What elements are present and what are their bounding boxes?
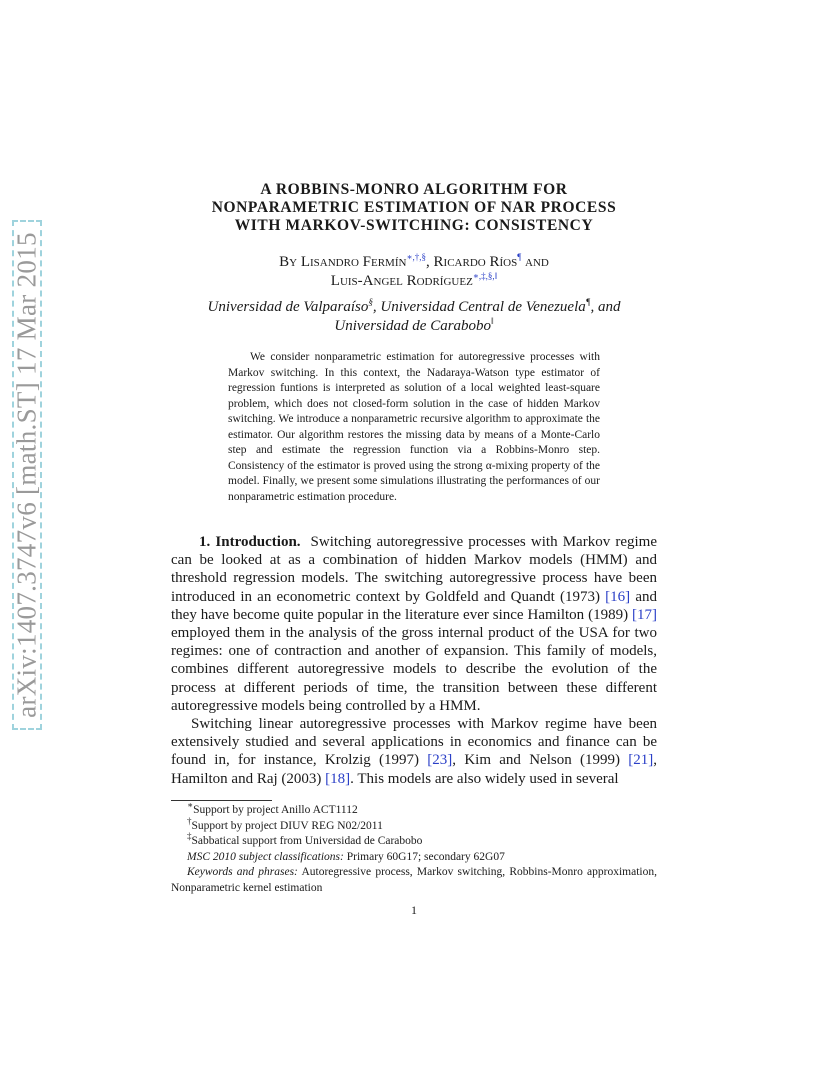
intro-p2-text-c: , Hamilton and Raj (2003)	[171, 752, 658, 787]
intro-p1-text-b: and they have become quite popular in the literature ever since Hamilton (1989)	[171, 588, 657, 623]
author-rodriguez: Luis-Angel Rodríguez	[330, 273, 473, 289]
footnote-1-mark: ∗	[187, 800, 194, 811]
intro-p2-text-d: . This models are also widely used in several	[350, 770, 619, 787]
affiliation-valparaiso-mark: §	[368, 297, 373, 307]
footnote-1	[171, 800, 657, 819]
affiliation-line-1	[0, 298, 828, 317]
footnote-3-text: Sabbatical support from Universidad de Carabobo	[191, 835, 423, 847]
msc-label: MSC 2010 subject classifications:	[187, 850, 344, 863]
msc-text: Primary 60G17; secondary 62G07	[343, 850, 505, 863]
author-separator: ,	[426, 254, 434, 270]
author-rios: Ricardo Ríos	[433, 254, 518, 270]
affiliation-valparaiso: Universidad de Valparaíso	[207, 299, 369, 315]
keywords	[171, 865, 657, 896]
page-number: 1	[411, 903, 417, 917]
citation-16[interactable]: [16]	[605, 588, 631, 605]
author-list	[0, 253, 828, 291]
citation-18[interactable]: [18]	[325, 770, 351, 787]
footnote-1-text: Support by project Anillo ACT1112	[193, 804, 358, 816]
paper-title	[0, 181, 828, 235]
intro-p1-text-a: Switching autoregressive processes with Markov regime can be looked at as a combination of hidden Markov models (HMM) and threshold regression models. The switching autoregressive process have been introduced in an econometric context by Goldfeld and Quandt (1973)	[171, 534, 657, 605]
footnote-2	[171, 815, 657, 835]
affiliation-ucv-mark: ¶	[585, 297, 591, 307]
intro-p2-text-a: Switching linear autoregressive processes with Markov regime have been extensively studied and several applications in economics and finance can be found in, for instance, Krolzig (1997)	[171, 716, 657, 769]
affiliation-and: , and	[590, 299, 621, 315]
introduction-section	[171, 533, 657, 788]
section-heading: 1. Introduction.	[199, 534, 301, 550]
footnote-2-mark: †	[187, 815, 192, 826]
intro-p2-text-b: , Kim and Nelson (1999)	[452, 752, 629, 769]
author-line-2	[0, 272, 828, 291]
author-and: and	[521, 254, 549, 270]
affiliation-line-2	[0, 317, 828, 336]
affiliation-separator: ,	[372, 299, 381, 315]
footnote-2-text: Support by project DIUV REG N02/2011	[191, 819, 383, 832]
citation-23[interactable]: [23]	[427, 752, 453, 769]
title-line-2: NONPARAMETRIC ESTIMATION OF NAR PROCESS	[211, 199, 617, 216]
author-line-1	[0, 253, 828, 272]
author-fermin: Lisandro Fermín	[300, 254, 407, 270]
author-rios-marks[interactable]: ¶	[517, 252, 522, 262]
abstract-text: We consider nonparametric estimation for autoregressive processes with Markov switching. In this context, the Nadaraya-Watson type estimator of regression funtions is interpreted as solution of a local weighted least-square problem, which does not closed-form solution in the case of hidden Markov switching. We introduce a nonparametric recursive algorithm to approximate the estimator. Our algorithm restores the missing data by means of a Monte-Carlo step and estimate the regression function via a Robbins-Monro step. Consistency of the estimator is proved using the strong α-mixing property of the model. Finally, we present some simulations illustrating the performances of our nonparametric estimation procedure.	[228, 351, 600, 503]
title-line-1: A ROBBINS-MONRO ALGORITHM FOR	[260, 181, 568, 198]
msc-classification	[171, 850, 657, 866]
footnote-3-mark: ‡	[187, 831, 192, 842]
citation-17[interactable]: [17]	[632, 606, 657, 623]
keywords-label: Keywords and phrases:	[187, 866, 298, 878]
footnotes	[171, 800, 657, 896]
intro-paragraph-2	[171, 715, 657, 788]
arxiv-identifier[interactable]: arXiv:1407.3747v6 [math.ST] 17 Mar 2015	[11, 232, 42, 718]
affiliations	[0, 298, 828, 336]
author-fermin-marks[interactable]: ∗,†,§	[406, 252, 427, 262]
keywords-text: Autoregressive process, Markov switching, Robbins-Monro approximation, Nonparametric kernel estimation	[171, 866, 657, 894]
affiliation-ucv: Universidad Central de Venezuela	[380, 299, 586, 315]
arxiv-sidebar	[4, 220, 48, 730]
intro-paragraph-1	[171, 533, 657, 715]
by-label: By	[279, 254, 298, 270]
footnote-3	[171, 831, 657, 850]
abstract	[228, 350, 600, 505]
affiliation-carabobo: Universidad de Carabobo	[334, 318, 492, 334]
intro-p1-text-c: employed them in the analysis of the gross internal product of the USA for two regimes: one of contraction and another of expansion. This family of models, combines different autoregressive models to describe the evolution of the process at different periods of time, the transition between these different autoregressive models being controlled by a HMM.	[171, 625, 657, 714]
citation-21[interactable]: [21]	[628, 752, 654, 769]
affiliation-carabobo-mark: ‖	[491, 316, 494, 326]
author-rodriguez-marks[interactable]: ∗,‡,§,‖	[472, 271, 498, 281]
title-line-3: WITH MARKOV-SWITCHING: CONSISTENCY	[234, 217, 594, 234]
